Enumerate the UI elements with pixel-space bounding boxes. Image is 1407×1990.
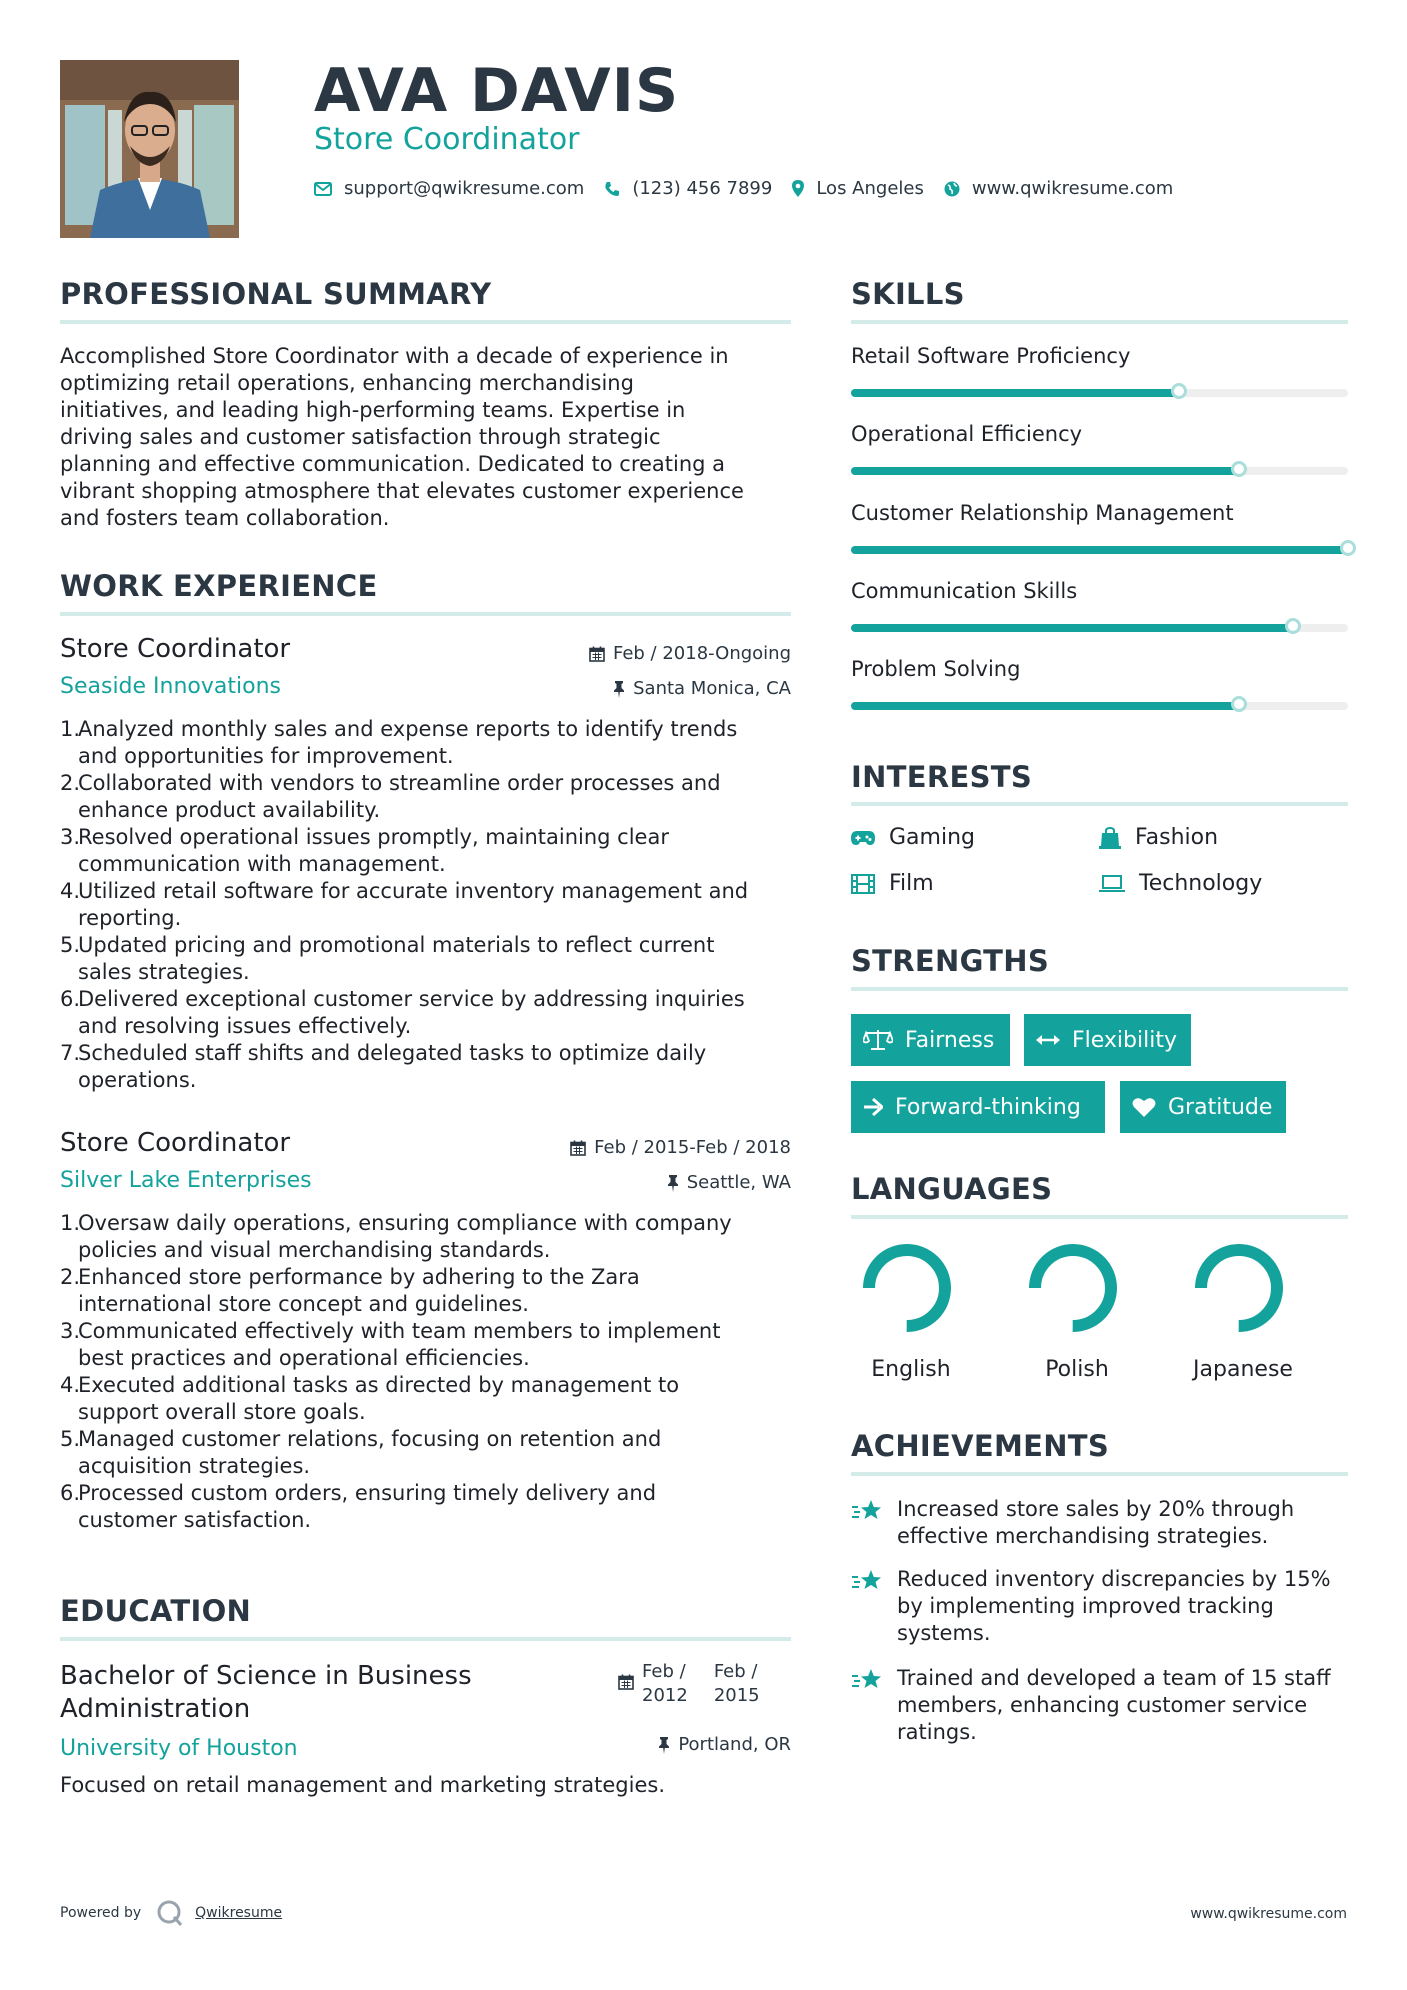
interest-label: Gaming [889, 825, 975, 850]
strength-chip [851, 1081, 1105, 1133]
education-location [658, 1734, 791, 1756]
qwikresume-link[interactable]: Qwikresume [195, 1905, 283, 1921]
list-item: 6. Processed custom orders, ensuring timely delivery and customer satisfaction. [60, 1481, 657, 1532]
balance-scale-icon [863, 1029, 893, 1051]
job-duties-list [60, 1210, 818, 1534]
job-location-text: Santa Monica, CA [633, 678, 791, 699]
calendar-icon [618, 1674, 634, 1690]
summary-line: driving sales and customer satisfaction through strategic [60, 425, 661, 449]
footer-powered-by [60, 1898, 282, 1928]
skill-bar-knob [1231, 461, 1247, 477]
contact-location [792, 178, 924, 199]
list-item: 3. Communicated effectively with team members to implement best practices and operational efficiencies. [60, 1319, 721, 1370]
degree-line: Administration [60, 1694, 251, 1724]
education-date-end: Feb / 2015 [713, 1661, 760, 1706]
calendar-icon [570, 1140, 586, 1156]
skill-bar [851, 624, 1348, 632]
experience-heading: WORK EXPERIENCE [60, 569, 378, 603]
globe-icon [944, 181, 960, 197]
job-dates [589, 643, 791, 665]
language-gauge [1003, 1238, 1143, 1342]
strength-chip [851, 1014, 1010, 1066]
contact-email[interactable] [314, 178, 584, 199]
language-label: Japanese [1193, 1357, 1293, 1382]
list-item: 1. Oversaw daily operations, ensuring compliance with company policies and visual merchandising standards. [60, 1211, 732, 1262]
education-date-start: Feb / 2012 [642, 1661, 688, 1706]
language-gauge [837, 1238, 977, 1342]
contact-phone[interactable] [604, 178, 772, 199]
interest-item [1099, 871, 1262, 897]
skill-bar-knob [1285, 618, 1301, 634]
education-school: University of Houston [60, 1736, 298, 1761]
envelope-icon [314, 182, 332, 196]
list-item: 4. Executed additional tasks as directed by management to support overall store goals. [60, 1373, 680, 1424]
summary-line: initiatives, and leading high-performing teams. Expertise in [60, 398, 686, 422]
skill-bar [851, 467, 1348, 475]
summary-line: optimizing retail operations, enhancing merchandising [60, 371, 634, 395]
job-location [667, 1172, 791, 1194]
strength-chip [1024, 1014, 1191, 1066]
list-item: 5. Updated pricing and promotional materials to reflect current sales strategies. [60, 933, 715, 984]
interest-label: Fashion [1135, 825, 1219, 850]
job-dates [570, 1137, 791, 1159]
interest-label: Technology [1139, 871, 1263, 896]
shopping-bag-icon [1099, 827, 1121, 849]
profile-photo [60, 60, 239, 238]
arrow-right-icon [863, 1098, 883, 1116]
skill-bar [851, 702, 1348, 710]
skill-bar [851, 546, 1348, 554]
contact-website-text: www.qwikresume.com [971, 178, 1174, 199]
achievement-text: Reduced inventory discrepancies by 15% by implementing improved tracking systems. [897, 1567, 1331, 1645]
job-dates-text: Feb / 2015-Feb / 2018 [594, 1137, 791, 1158]
job-title: Store Coordinator [60, 1128, 291, 1158]
experience-rule [60, 612, 791, 616]
skill-bar-fill [851, 546, 1348, 554]
interests-heading: INTERESTS [851, 760, 1033, 794]
strength-chip [1120, 1081, 1286, 1133]
contact-phone-text: (123) 456 7899 [632, 178, 773, 199]
skill-label: Operational Efficiency [851, 422, 1083, 446]
phone-icon [604, 181, 620, 197]
strength-label: Flexibility [1072, 1027, 1177, 1053]
shooting-star-icon [851, 1498, 883, 1524]
education-description: Focused on retail management and marketing strategies. [60, 1773, 666, 1797]
candidate-role: Store Coordinator [314, 122, 580, 157]
skill-label: Communication Skills [851, 579, 1078, 603]
skills-rule [851, 320, 1348, 324]
list-item: 6. Delivered exceptional customer service by addressing inquiries and resolving issues effectively. [60, 987, 745, 1038]
heart-icon [1132, 1097, 1156, 1118]
language-label: Polish [1045, 1357, 1109, 1382]
achievement-text: Increased store sales by 20% through effective merchandising strategies. [897, 1497, 1295, 1548]
shooting-star-icon [851, 1568, 883, 1594]
pushpin-icon [613, 681, 625, 698]
achievement-item [851, 1566, 1361, 1647]
film-icon [851, 874, 875, 894]
summary-line: Accomplished Store Coordinator with a decade of experience in [60, 344, 729, 368]
contact-website[interactable] [944, 178, 1173, 199]
laptop-icon [1099, 875, 1125, 893]
achievements-heading: ACHIEVEMENTS [851, 1429, 1110, 1463]
languages-heading: LANGUAGES [851, 1172, 1053, 1206]
map-marker-icon [792, 180, 804, 197]
job-company: Silver Lake Enterprises [60, 1168, 312, 1193]
contact-bar [314, 178, 1193, 199]
skill-bar [851, 389, 1348, 397]
achievements-rule [851, 1472, 1348, 1476]
strength-label: Gratitude [1168, 1094, 1273, 1120]
interest-label: Film [889, 871, 934, 896]
list-item: 4. Utilized retail software for accurate inventory management and reporting. [60, 879, 749, 930]
achievement-text: Trained and developed a team of 15 staff members, enhancing customer service ratings. [897, 1666, 1331, 1744]
job-dates-text: Feb / 2018-Ongoing [612, 643, 791, 664]
pushpin-icon [658, 1737, 670, 1754]
skill-bar-fill [851, 702, 1239, 710]
contact-email-text: support@qwikresume.com [344, 178, 585, 199]
summary-text [60, 343, 800, 532]
contact-location-text: Los Angeles [816, 178, 924, 199]
arrows-horizontal-icon [1036, 1034, 1060, 1046]
powered-by-label: Powered by [60, 1905, 142, 1921]
education-rule [60, 1637, 791, 1641]
language-label: English [871, 1357, 951, 1382]
summary-heading: PROFESSIONAL SUMMARY [60, 277, 492, 311]
qwikresume-logo-icon [155, 1898, 185, 1928]
skill-label: Problem Solving [851, 657, 1021, 681]
achievement-item [851, 1665, 1361, 1746]
list-item: 7. Scheduled staff shifts and delegated tasks to optimize daily operations. [60, 1041, 707, 1092]
education-heading: EDUCATION [60, 1594, 252, 1628]
list-item: 5. Managed customer relations, focusing on retention and acquisition strategies. [60, 1427, 662, 1478]
strength-label: Fairness [905, 1027, 995, 1053]
skill-bar-knob [1231, 696, 1247, 712]
pushpin-icon [667, 1175, 679, 1192]
skill-bar-fill [851, 389, 1179, 397]
candidate-name: AVA DAVIS [314, 56, 680, 126]
languages-rule [851, 1215, 1348, 1219]
summary-rule [60, 320, 791, 324]
summary-line: planning and effective communication. Dedicated to creating a [60, 452, 726, 476]
education-location-text: Portland, OR [678, 1734, 791, 1755]
footer-website[interactable]: www.qwikresume.com [1190, 1906, 1347, 1922]
skill-bar-knob [1171, 383, 1187, 399]
summary-line: vibrant shopping atmosphere that elevates customer experience [60, 479, 744, 503]
list-item: 2. Collaborated with vendors to streamline order processes and enhance product availability. [60, 771, 721, 822]
job-location-text: Seattle, WA [686, 1172, 791, 1193]
job-location [613, 678, 791, 700]
interest-item [851, 825, 975, 851]
calendar-icon [589, 646, 605, 662]
job-company: Seaside Innovations [60, 674, 281, 699]
list-item: 1. Analyzed monthly sales and expense reports to identify trends and opportunities for improvement. [60, 717, 738, 768]
strengths-rule [851, 987, 1348, 991]
job-title: Store Coordinator [60, 634, 291, 664]
list-item: 2. Enhanced store performance by adhering to the Zara international store concept and guidelines. [60, 1265, 640, 1316]
strengths-heading: STRENGTHS [851, 944, 1050, 978]
summary-line: and fosters team collaboration. [60, 506, 390, 530]
job-duties-list [60, 716, 818, 1094]
education-dates [618, 1660, 760, 1708]
skill-bar-fill [851, 624, 1293, 632]
interests-rule [851, 802, 1348, 806]
strength-label: Forward-thinking [895, 1094, 1081, 1120]
interest-item [851, 871, 934, 897]
skill-bar-fill [851, 467, 1239, 475]
degree-line: Bachelor of Science in Business [60, 1661, 472, 1691]
list-item: 3. Resolved operational issues promptly, maintaining clear communication with management. [60, 825, 669, 876]
language-gauge [1169, 1238, 1309, 1342]
gamepad-icon [851, 830, 875, 846]
shooting-star-icon [851, 1667, 883, 1693]
interest-item [1099, 825, 1218, 851]
skill-label: Retail Software Proficiency [851, 344, 1131, 368]
skill-bar-knob [1340, 540, 1356, 556]
achievement-item [851, 1496, 1361, 1550]
degree-title [60, 1660, 472, 1726]
skill-label: Customer Relationship Management [851, 501, 1234, 525]
skills-heading: SKILLS [851, 277, 965, 311]
